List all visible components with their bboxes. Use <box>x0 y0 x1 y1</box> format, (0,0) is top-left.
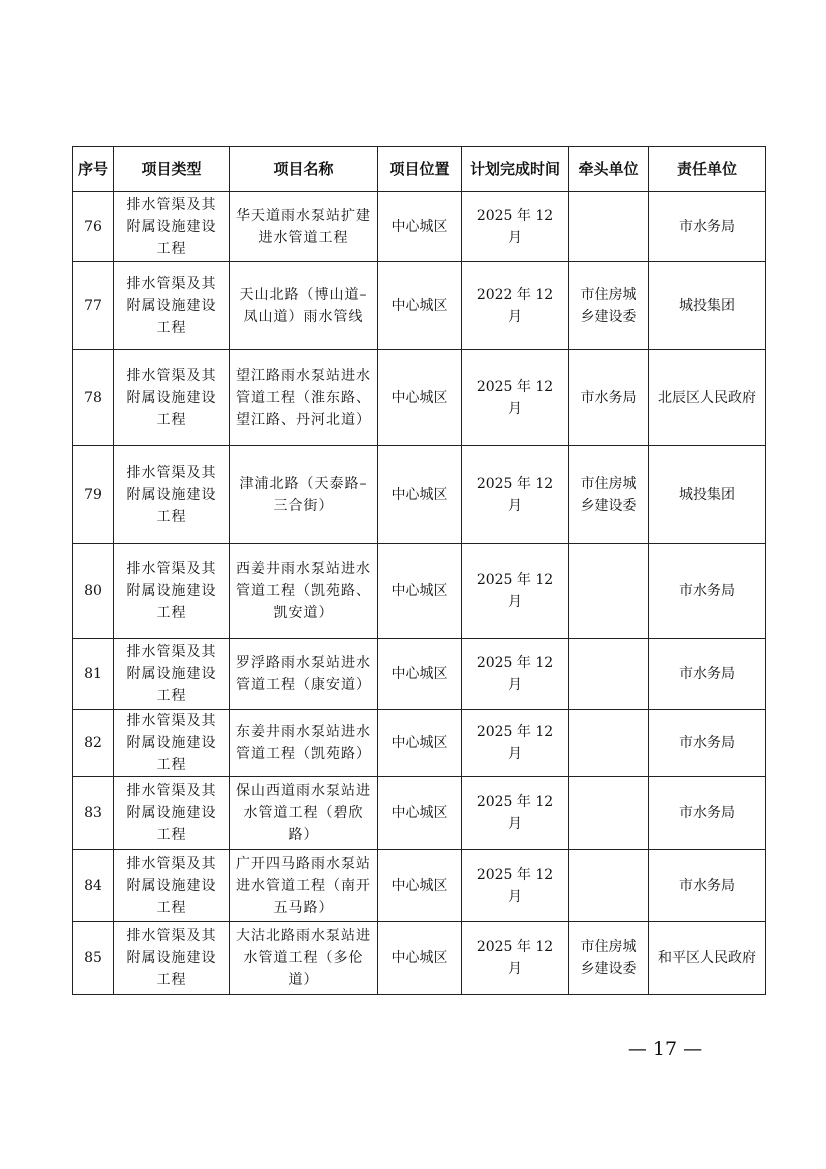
cell-responsible-unit: 和平区人民政府 <box>649 922 766 995</box>
cell-name: 保山西道雨水泵站进水管道工程（碧欣路） <box>230 777 378 850</box>
cell-name: 华天道雨水泵站扩建进水管道工程 <box>230 192 378 262</box>
page-number: — 17 — <box>627 1038 703 1060</box>
cell-time: 2025 年 12 月 <box>462 639 569 710</box>
cell-lead-unit <box>569 544 649 639</box>
cell-responsible-unit: 城投集团 <box>649 262 766 350</box>
cell-seq: 77 <box>73 262 114 350</box>
cell-lead-unit <box>569 777 649 850</box>
cell-responsible-unit: 市水务局 <box>649 710 766 777</box>
cell-type: 排水管渠及其附属设施建设工程 <box>114 922 230 995</box>
cell-time: 2025 年 12 月 <box>462 922 569 995</box>
header-lead-unit: 牵头单位 <box>569 147 649 192</box>
cell-type: 排水管渠及其附属设施建设工程 <box>114 710 230 777</box>
cell-location: 中心城区 <box>378 710 462 777</box>
cell-responsible-unit: 市水务局 <box>649 777 766 850</box>
cell-seq: 83 <box>73 777 114 850</box>
table-row <box>73 777 766 850</box>
cell-responsible-unit: 市水务局 <box>649 192 766 262</box>
header-responsible-unit: 责任单位 <box>649 147 766 192</box>
table-row <box>73 639 766 710</box>
cell-type: 排水管渠及其附属设施建设工程 <box>114 262 230 350</box>
table-row <box>73 544 766 639</box>
cell-lead-unit <box>569 192 649 262</box>
cell-type: 排水管渠及其附属设施建设工程 <box>114 639 230 710</box>
cell-name: 望江路雨水泵站进水管道工程（淮东路、望江路、丹河北道） <box>230 350 378 446</box>
cell-location: 中心城区 <box>378 639 462 710</box>
table-row <box>73 446 766 544</box>
cell-time: 2025 年 12 月 <box>462 777 569 850</box>
cell-location: 中心城区 <box>378 544 462 639</box>
cell-type: 排水管渠及其附属设施建设工程 <box>114 850 230 922</box>
cell-name: 西姜井雨水泵站进水管道工程（凯苑路、凯安道） <box>230 544 378 639</box>
cell-responsible-unit: 城投集团 <box>649 446 766 544</box>
cell-type: 排水管渠及其附属设施建设工程 <box>114 350 230 446</box>
header-name: 项目名称 <box>230 147 378 192</box>
cell-seq: 85 <box>73 922 114 995</box>
cell-lead-unit: 市住房城乡建设委 <box>569 262 649 350</box>
cell-seq: 76 <box>73 192 114 262</box>
cell-type: 排水管渠及其附属设施建设工程 <box>114 777 230 850</box>
cell-responsible-unit: 市水务局 <box>649 639 766 710</box>
table-row <box>73 710 766 777</box>
cell-time: 2025 年 12 月 <box>462 544 569 639</box>
cell-lead-unit: 市住房城乡建设委 <box>569 922 649 995</box>
cell-location: 中心城区 <box>378 922 462 995</box>
cell-location: 中心城区 <box>378 350 462 446</box>
header-seq: 序号 <box>73 147 114 192</box>
cell-time: 2025 年 12 月 <box>462 446 569 544</box>
cell-location: 中心城区 <box>378 192 462 262</box>
cell-name: 罗浮路雨水泵站进水管道工程（康安道） <box>230 639 378 710</box>
cell-lead-unit: 市住房城乡建设委 <box>569 446 649 544</box>
cell-time: 2025 年 12 月 <box>462 350 569 446</box>
cell-time: 2025 年 12 月 <box>462 850 569 922</box>
cell-location: 中心城区 <box>378 446 462 544</box>
cell-lead-unit <box>569 710 649 777</box>
cell-seq: 79 <box>73 446 114 544</box>
cell-type: 排水管渠及其附属设施建设工程 <box>114 446 230 544</box>
cell-responsible-unit: 市水务局 <box>649 850 766 922</box>
cell-location: 中心城区 <box>378 850 462 922</box>
cell-lead-unit <box>569 639 649 710</box>
cell-name: 东姜井雨水泵站进水管道工程（凯苑路） <box>230 710 378 777</box>
table-row <box>73 192 766 262</box>
cell-seq: 84 <box>73 850 114 922</box>
table-row <box>73 262 766 350</box>
table-row <box>73 850 766 922</box>
table-row <box>73 350 766 446</box>
cell-lead-unit <box>569 850 649 922</box>
cell-location: 中心城区 <box>378 777 462 850</box>
cell-lead-unit: 市水务局 <box>569 350 649 446</box>
cell-name: 广开四马路雨水泵站进水管道工程（南开五马路） <box>230 850 378 922</box>
cell-responsible-unit: 市水务局 <box>649 544 766 639</box>
cell-time: 2022 年 12 月 <box>462 262 569 350</box>
header-type: 项目类型 <box>114 147 230 192</box>
cell-type: 排水管渠及其附属设施建设工程 <box>114 192 230 262</box>
cell-type: 排水管渠及其附属设施建设工程 <box>114 544 230 639</box>
cell-time: 2025 年 12 月 <box>462 710 569 777</box>
cell-responsible-unit: 北辰区人民政府 <box>649 350 766 446</box>
project-table <box>72 146 766 995</box>
cell-seq: 80 <box>73 544 114 639</box>
cell-name: 大沽北路雨水泵站进水管道工程（多伦道） <box>230 922 378 995</box>
cell-seq: 82 <box>73 710 114 777</box>
cell-time: 2025 年 12 月 <box>462 192 569 262</box>
table-row <box>73 922 766 995</box>
cell-seq: 81 <box>73 639 114 710</box>
cell-seq: 78 <box>73 350 114 446</box>
header-location: 项目位置 <box>378 147 462 192</box>
cell-name: 天山北路（博山道–凤山道）雨水管线 <box>230 262 378 350</box>
cell-location: 中心城区 <box>378 262 462 350</box>
header-time: 计划完成时间 <box>462 147 569 192</box>
cell-name: 津浦北路（天泰路–三合街） <box>230 446 378 544</box>
table-header-row <box>73 147 766 192</box>
